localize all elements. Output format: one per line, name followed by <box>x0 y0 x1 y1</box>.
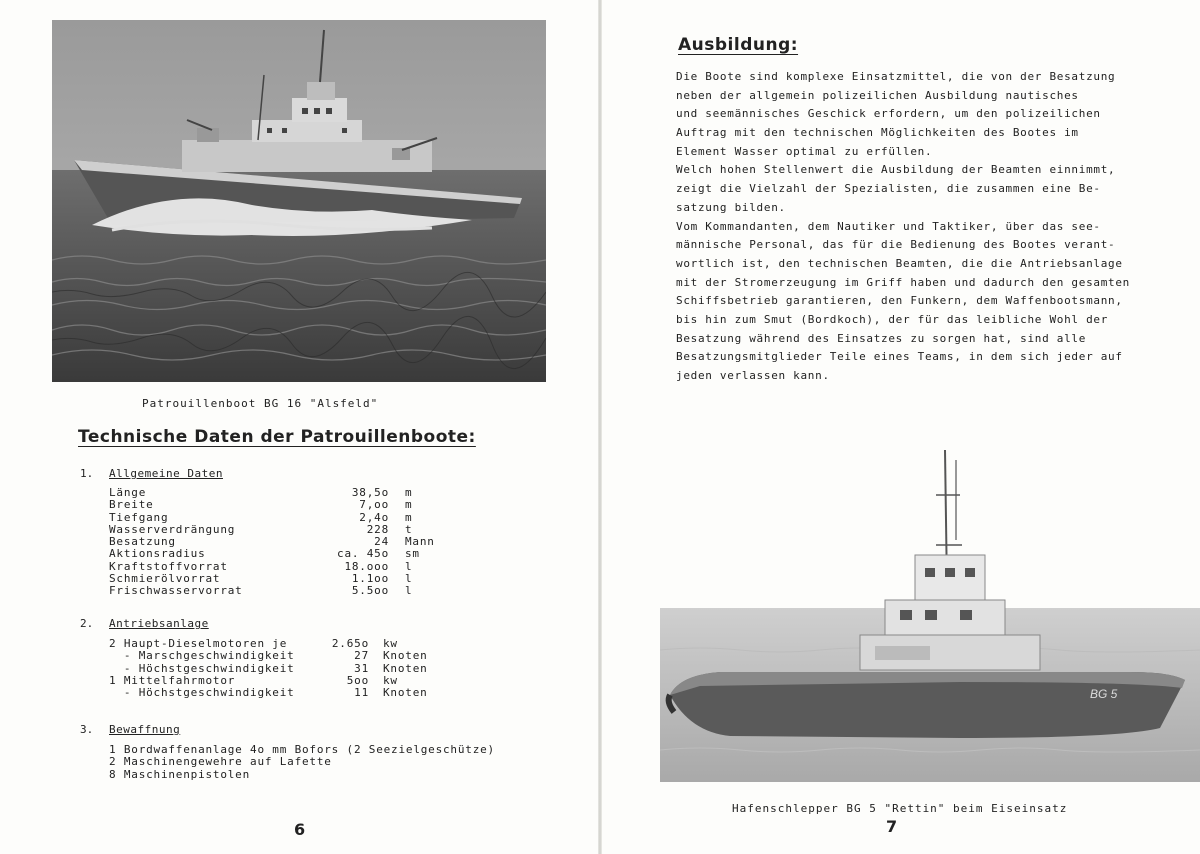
row-unit: l <box>405 572 413 586</box>
paragraph-line: satzung bilden. <box>676 200 786 214</box>
row-unit: m <box>405 510 413 524</box>
table-row <box>109 650 443 662</box>
row-value: 5.5oo <box>351 584 389 598</box>
paragraph-line: Welch hohen Stellenwert die Ausbildung der Beamten einnimmt, <box>676 163 1116 177</box>
paragraph-line: Schiffsbetrieb garantieren, den Funkern, dem Waffenbootsmann, <box>676 294 1123 308</box>
paragraph-line: zeigt die Vielzahl der Spezialisten, die zusammen eine Be- <box>676 182 1101 196</box>
list-item: 8 Maschinenpistolen <box>109 767 251 781</box>
row-value: 2,4o <box>359 510 389 524</box>
row-unit: l <box>405 559 413 573</box>
right-page <box>600 0 1200 854</box>
table-row <box>109 499 465 511</box>
section-number: 2. <box>80 617 94 630</box>
row-unit: t <box>405 522 413 536</box>
table-row <box>109 687 443 699</box>
paragraph-line: und seemännisches Geschick erfordern, um den polizeilichen <box>676 107 1101 121</box>
row-label: Tiefgang <box>109 510 169 524</box>
paragraph-line: Besatzung während des Einsatzes zu sorgen hat, sind alle <box>676 331 1087 345</box>
row-unit: Knoten <box>383 661 428 675</box>
section-number: 3. <box>80 723 94 736</box>
row-label: - Höchstgeschwindigkeit <box>109 661 295 675</box>
row-label: Wasserverdrängung <box>109 522 236 536</box>
paragraph-line: Vom Kommandanten, dem Nautiker und Taktiker, über das see- <box>676 219 1101 233</box>
patrol-boat-photo <box>52 20 546 382</box>
row-label: Schmierölvorrat <box>109 572 221 586</box>
row-label: - Marschgeschwindigkeit <box>109 649 295 663</box>
row-value: 38,5o <box>351 486 389 499</box>
page-number-right: 7 <box>886 817 898 836</box>
row-value: 1.1oo <box>351 572 389 586</box>
row-label: Aktionsradius <box>109 547 206 561</box>
table-row <box>109 548 465 560</box>
row-label: 1 Mittelfahrmotor <box>109 673 236 687</box>
paragraph-line: mit der Stromerzeugung im Griff haben und dadurch den gesamten <box>676 275 1130 289</box>
armament-list <box>109 744 495 781</box>
hull-marking: BG 5 <box>1090 687 1118 701</box>
row-unit: Knoten <box>383 686 428 700</box>
paragraph-line: bis hin zum Smut (Bordkoch), der für das leibliche Wohl der <box>676 312 1109 326</box>
paragraph-line: neben der allgemein polizeilichen Ausbildung nautisches <box>676 88 1079 102</box>
row-value: 24 <box>374 535 389 549</box>
row-unit: kw <box>383 637 398 650</box>
row-label: - Höchstgeschwindigkeit <box>109 686 295 700</box>
table-row <box>109 585 465 597</box>
paragraph-line: Auftrag mit den technischen Möglichkeiten des Bootes im <box>676 126 1079 140</box>
training-heading: Ausbildung: <box>678 35 799 55</box>
paragraph-line: Besatzungsmitglieder Teile eines Teams, in dem sich jeder auf <box>676 350 1123 364</box>
paragraph-line: jeden verlassen kann. <box>676 369 830 382</box>
row-label: Länge <box>109 486 147 499</box>
technical-data-heading: Technische Daten der Patrouillenboote: <box>78 427 476 447</box>
tugboat-photo <box>660 450 1200 782</box>
tugboat-illustration <box>660 450 1200 782</box>
row-label: 2 Haupt-Dieselmotoren je <box>109 637 288 650</box>
row-value: 11 <box>354 686 369 700</box>
page-number-left: 6 <box>294 820 306 839</box>
row-unit: m <box>405 498 413 512</box>
paragraph-line: wortlich ist, den technischen Beamten, die die Antriebsanlage <box>676 256 1123 270</box>
row-label: Besatzung <box>109 535 176 549</box>
row-value: ca. 45o <box>337 547 389 561</box>
paragraph-line: Element Wasser optimal zu erfüllen. <box>676 144 933 158</box>
list-item: 2 Maschinengewehre auf Lafette <box>109 755 332 769</box>
section-number: 1. <box>80 467 94 480</box>
row-unit: sm <box>405 547 420 561</box>
row-value: 2.65o <box>331 637 369 650</box>
section-title-armament: Bewaffnung <box>109 723 181 736</box>
row-value: 228 <box>366 522 389 536</box>
section-title-propulsion: Antriebsanlage <box>109 617 209 630</box>
paragraph-line: Die Boote sind komplexe Einsatzmittel, die von der Besatzung <box>676 70 1116 83</box>
row-unit: Mann <box>405 535 435 549</box>
row-value: 31 <box>354 661 369 675</box>
row-unit: m <box>405 486 413 499</box>
patrol-boat-illustration <box>52 20 546 382</box>
row-unit: l <box>405 584 413 598</box>
general-data-table <box>109 487 465 598</box>
training-paragraph <box>676 68 1130 386</box>
paragraph-line: männische Personal, das für die Bedienung des Bootes verant- <box>676 238 1116 252</box>
row-unit: Knoten <box>383 649 428 663</box>
photo-caption: Patrouillenboot BG 16 "Alsfeld" <box>142 397 379 410</box>
row-value: 18.ooo <box>344 559 389 573</box>
list-item: 1 Bordwaffenanlage 4o mm Bofors (2 Seezielgeschütze) <box>109 743 495 756</box>
row-label: Kraftstoffvorrat <box>109 559 228 573</box>
propulsion-table <box>109 638 443 699</box>
row-label: Frischwasservorrat <box>109 584 243 598</box>
photo-caption: Hafenschlepper BG 5 "Rettin" beim Eiseinsatz <box>732 802 1068 815</box>
row-unit: kw <box>383 673 398 687</box>
row-value: 27 <box>354 649 369 663</box>
row-label: Breite <box>109 498 154 512</box>
row-value: 7,oo <box>359 498 389 512</box>
section-title-general: Allgemeine Daten <box>109 467 223 480</box>
row-value: 5oo <box>346 673 369 687</box>
